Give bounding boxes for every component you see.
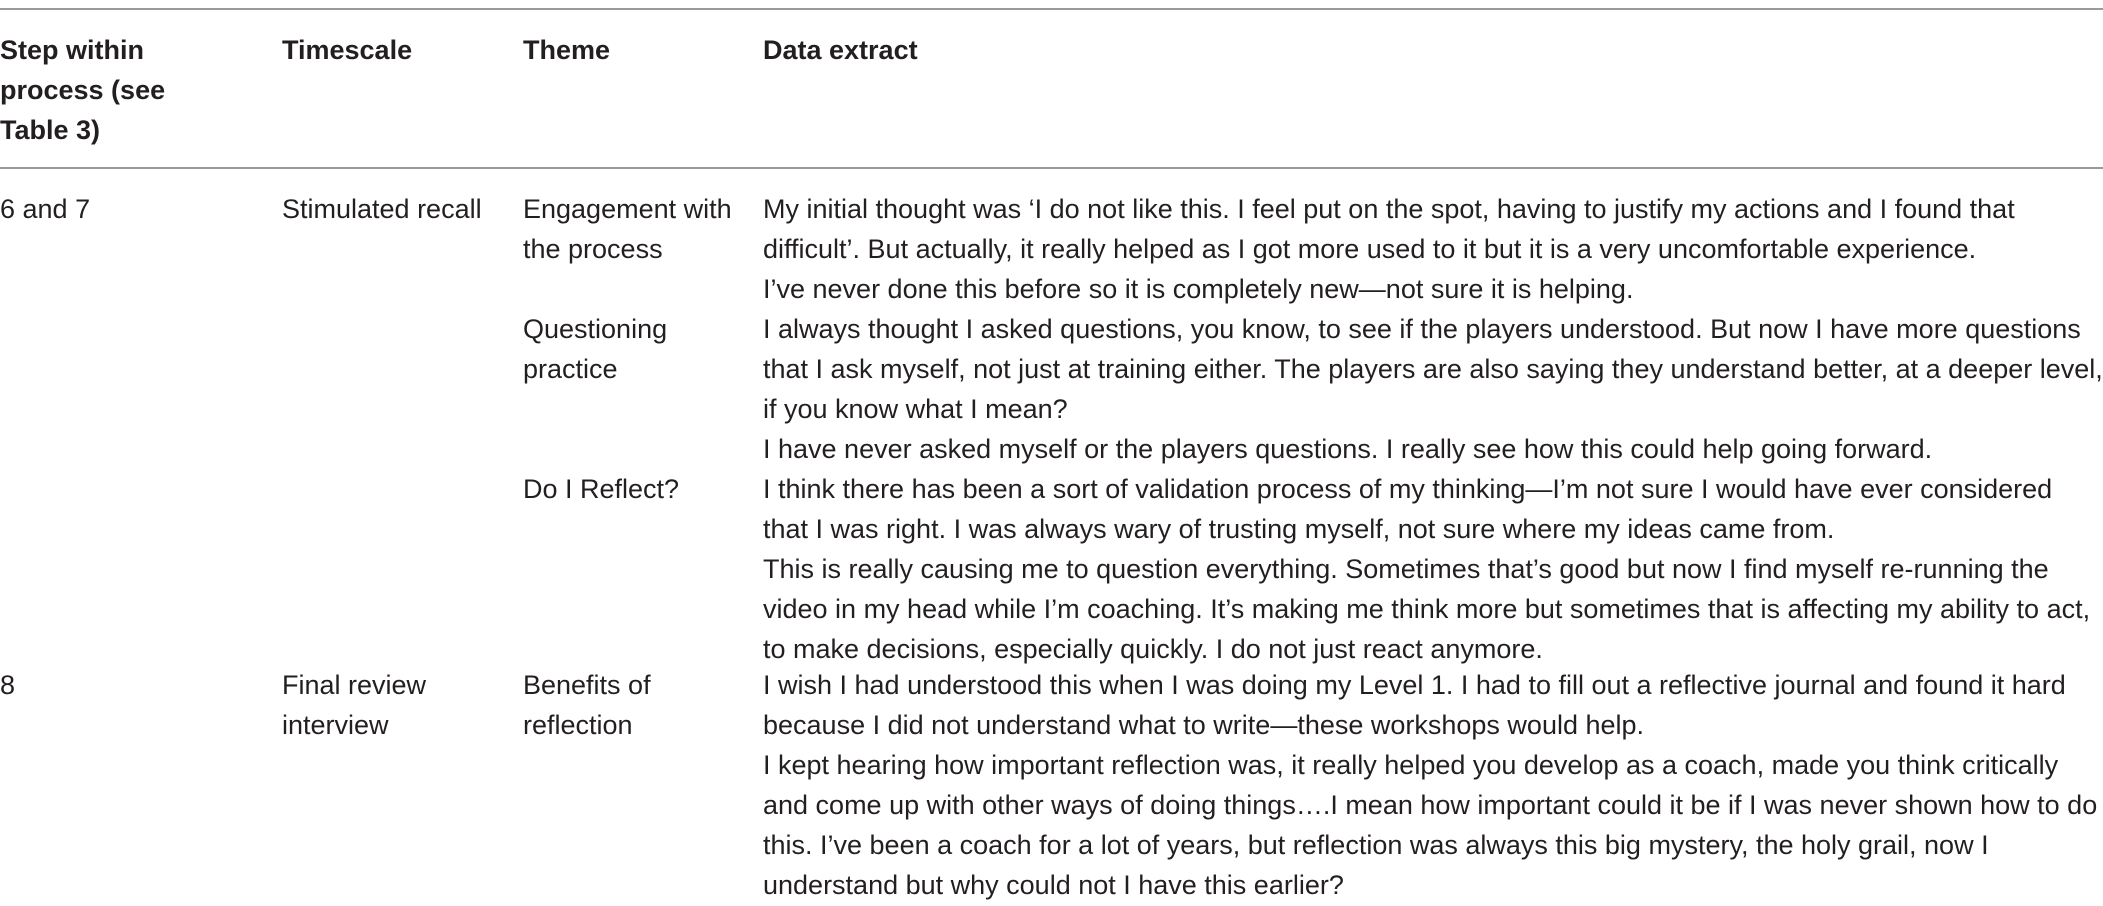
header-data-extract: Data extract: [763, 35, 918, 65]
table-top-rule: [0, 8, 2103, 10]
extract-paragraph: My initial thought was ‘I do not like this. I feel put on the spot, having to justify my actions and I found that difficult’. But actually, it really helped as I got more used to it but it is a very uncomfortable experience.: [763, 194, 2015, 264]
extract-paragraph: I wish I had understood this when I was doing my Level 1. I had to fill out a reflective journal and found it hard because I did not understand what to write—these workshops would help.: [763, 670, 2066, 740]
extract-cell: [763, 665, 2103, 905]
extract-paragraph: I kept hearing how important reflection was, it really helped you develop as a coach, made you think critically and come up with other ways of doing things….I mean how important could it be if I was never shown how to do this. I’ve been a coach for a lot of years, but reflection was always this big mystery, the holy grail, now I understand but why could not I have this earlier?: [763, 750, 2098, 900]
header-step: Step within process (see Table 3): [0, 35, 166, 145]
header-timescale: Timescale: [282, 35, 413, 65]
header-bottom-rule: [0, 167, 2103, 169]
step-cell: 8: [0, 670, 16, 700]
extract-paragraph: I’ve never done this before so it is completely new—not sure it is helping.: [763, 274, 1634, 304]
theme-cell: Engagement with the process: [523, 194, 732, 264]
extract-cell: [763, 309, 2103, 469]
extract-cell: [763, 189, 2103, 309]
extract-paragraph: I have never asked myself or the players questions. I really see how this could help going forward.: [763, 434, 1933, 464]
extract-paragraph: This is really causing me to question everything. Sometimes that’s good but now I find myself re-running the video in my head while I’m coaching. It’s making me think more but sometimes that is affecting my ability to act, to make decisions, especially quickly. I do not just react anymore.: [763, 554, 2091, 664]
extract-paragraph: I always thought I asked questions, you know, to see if the players understood. But now I have more questions that I ask myself, not just at training either. The players are also saying they understand better, at a deeper level, if you know what I mean?: [763, 314, 2103, 424]
theme-cell: Questioning practice: [523, 314, 668, 384]
theme-cell: Do I Reflect?: [523, 474, 680, 504]
header-theme: Theme: [523, 35, 611, 65]
extract-paragraph: I think there has been a sort of validation process of my thinking—I’m not sure I would have ever considered that I was right. I was always wary of trusting myself, not sure where my ideas came from.: [763, 474, 2053, 544]
timescale-cell: Final review interview: [282, 670, 427, 740]
extract-cell: [763, 469, 2103, 669]
step-cell: 6 and 7: [0, 194, 91, 224]
timescale-cell: Stimulated recall: [282, 194, 482, 224]
theme-cell: Benefits of reflection: [523, 670, 651, 740]
